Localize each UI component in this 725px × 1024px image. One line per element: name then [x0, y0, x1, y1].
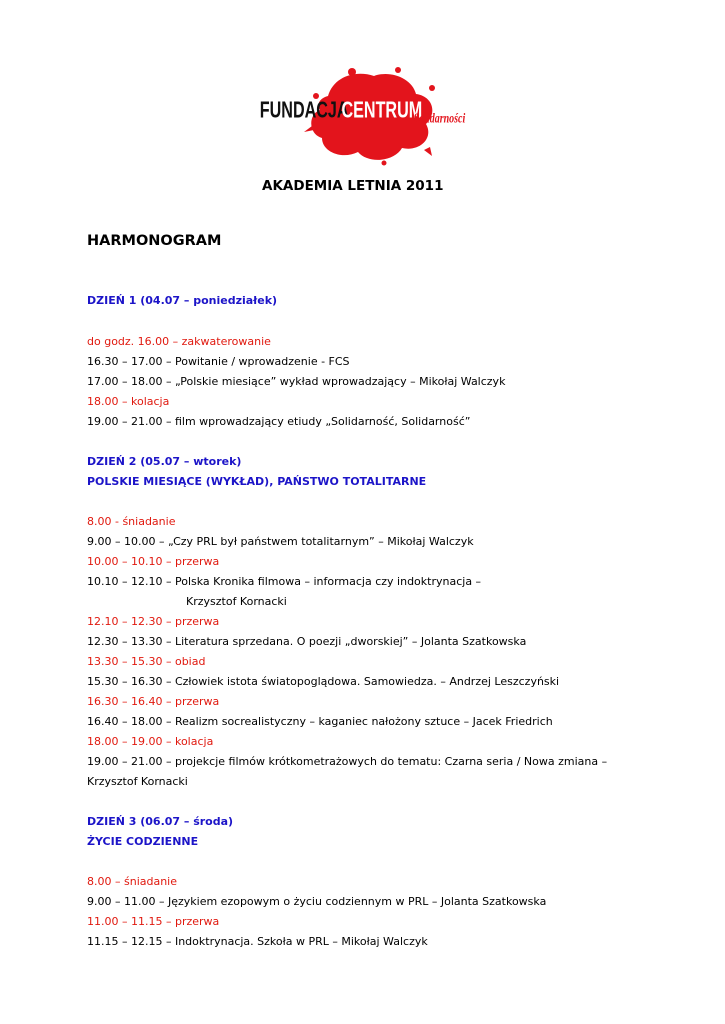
schedule-line: 11.15 – 12.15 – Indoktrynacja. Szkoła w PRL – Mikołaj Walczyk	[87, 935, 428, 948]
schedule-line: 13.30 – 15.30 – obiad	[87, 655, 206, 668]
schedule-line: 9.00 – 11.00 – Językiem ezopowym o życiu codziennym w PRL – Jolanta Szatkowska	[87, 895, 547, 908]
schedule-line: 19.00 – 21.00 – projekcje filmów krótkometrażowych do tematu: Czarna seria / Nowa zmiana –	[87, 755, 608, 768]
schedule-line: 8.00 – śniadanie	[87, 875, 178, 888]
page-subtitle: HARMONOGRAM	[87, 233, 222, 249]
day-2-theme: POLSKIE MIESIĄCE (WYKŁAD), PAŃSTWO TOTALITARNE	[87, 475, 427, 488]
day-3-theme: ŻYCIE CODZIENNE	[87, 835, 199, 848]
page-title: AKADEMIA LETNIA 2011	[262, 178, 444, 194]
schedule-line: 10.10 – 12.10 – Polska Kronika filmowa – informacja czy indoktrynacja –	[87, 575, 482, 588]
schedule-line: 18.00 – 19.00 – kolacja	[87, 735, 214, 748]
day-3-heading: DZIEŃ 3 (06.07 – środa)	[87, 815, 234, 828]
schedule-line-continuation: Krzysztof Kornacki	[87, 775, 188, 788]
day-1-heading: DZIEŃ 1 (04.07 – poniedziałek)	[87, 294, 278, 307]
schedule-line: 8.00 - śniadanie	[87, 515, 176, 528]
schedule-line: 10.00 – 10.10 – przerwa	[87, 555, 220, 568]
schedule-line: 17.00 – 18.00 – „Polskie miesiące” wykład wprowadzający – Mikołaj Walczyk	[87, 375, 506, 388]
logo-word-centrum: CENTRUM	[341, 97, 423, 124]
schedule-line: 16.30 – 16.40 – przerwa	[87, 695, 220, 708]
schedule-line: do godz. 16.00 – zakwaterowanie	[87, 335, 271, 348]
schedule-line: 12.10 – 12.30 – przerwa	[87, 615, 220, 628]
logo-word-solidarnosci: Solidarności	[413, 109, 466, 127]
schedule-line: 15.30 – 16.30 – Człowiek istota światopoglądowa. Samowiedza. – Andrzej Leszczyński	[87, 675, 560, 688]
day-2-heading: DZIEŃ 2 (05.07 – wtorek)	[87, 455, 242, 468]
schedule-line-continuation: Krzysztof Kornacki	[186, 595, 287, 608]
schedule-line: 12.30 – 13.30 – Literatura sprzedana. O poezji „dworskiej” – Jolanta Szatkowska	[87, 635, 527, 648]
schedule-line: 18.00 – kolacja	[87, 395, 170, 408]
schedule-line: 16.30 – 17.00 – Powitanie / wprowadzenie - FCS	[87, 355, 350, 368]
schedule-line: 19.00 – 21.00 – film wprowadzający etiudy „Solidarność, Solidarność”	[87, 415, 471, 428]
schedule-line: 11.00 – 11.15 – przerwa	[87, 915, 220, 928]
foundation-logo	[256, 66, 476, 166]
schedule-line: 16.40 – 18.00 – Realizm socrealistyczny – kaganiec nałożony sztuce – Jacek Friedrich	[87, 715, 553, 728]
schedule-line: 9.00 – 10.00 – „Czy PRL był państwem totalitarnym” – Mikołaj Walczyk	[87, 535, 474, 548]
logo-word-fundacja: FUNDACJA	[259, 97, 349, 124]
